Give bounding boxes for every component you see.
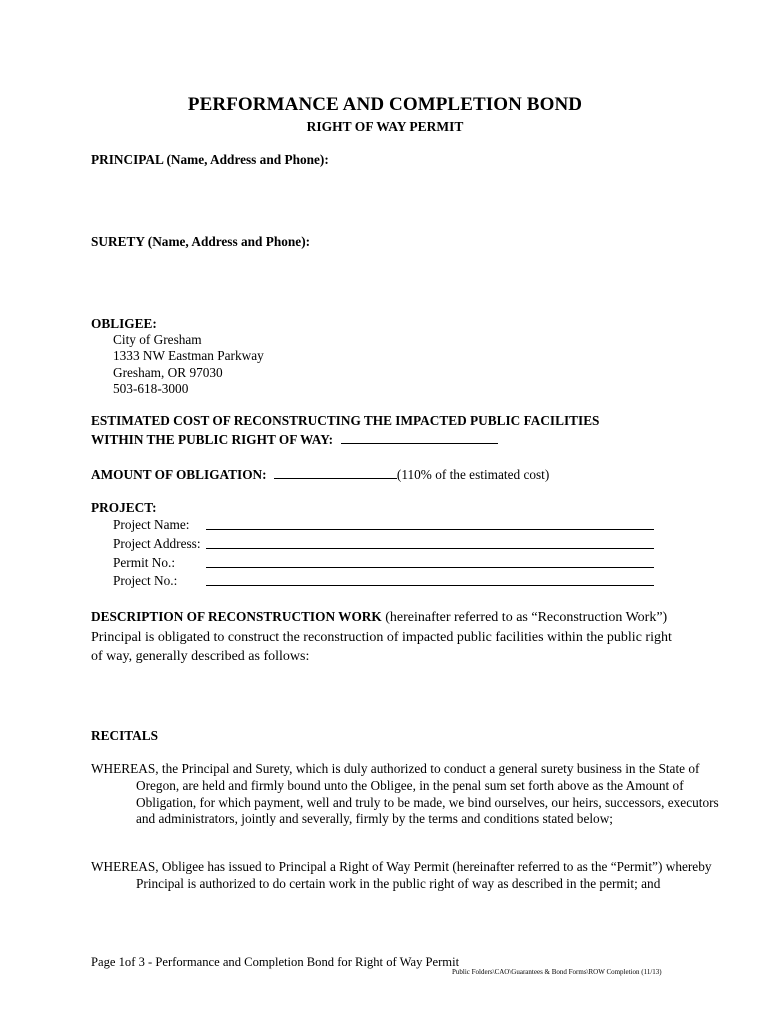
obligee-line: 503-618-3000 [113,381,189,396]
amount-label: AMOUNT OF OBLIGATION: [91,467,267,482]
permit-no-label: Permit No.: [113,555,176,570]
document-title: PERFORMANCE AND COMPLETION BOND [187,94,583,115]
recitals-heading: RECITALS [91,728,158,743]
footer-file-path: Public Folders\CAO\Guarantees & Bond Forms\ROW Completion (11/13) [452,968,662,976]
obligee-line: City of Gresham [113,332,202,347]
principal-label: PRINCIPAL (Name, Address and Phone): [91,152,329,167]
project-name-blank[interactable] [206,529,654,530]
footer-page-label: Page 1of 3 - Performance and Completion Bond for Right of Way Permit [91,955,460,969]
project-address-blank[interactable] [206,548,654,549]
description-text: (hereinafter referred to as “Reconstruction Work”) Principal is obligated to construct the reconstruction of impacted public facilities within the public right of way, generally described as follows: [91,610,672,664]
project-no-blank[interactable] [206,585,654,586]
description-label: DESCRIPTION OF RECONSTRUCTION WORK [91,609,382,624]
amount-blank[interactable] [274,467,397,479]
whereas-paragraph-1: WHEREAS, the Principal and Surety, which is duly authorized to conduct a general surety business in the State of Oregon, are held and firmly bound unto the Obligee, in the penal sum set forth above as the Amount of Obligation, for which payment, well and truly to be made, we bind ourselves, our heirs, successors, executors and administrators, jointly and severally, firmly by the terms and conditions stated below; [91,761,719,827]
description-paragraph [91,607,676,667]
estimated-cost-line2 [91,432,498,448]
whereas-paragraph-2: WHEREAS, Obligee has issued to Principal a Right of Way Permit (hereinafter referred to as the “Permit”) whereby Principal is authorized to do certain work in the public right of way as described in the permit; and [91,859,712,891]
project-label: PROJECT: [91,500,157,515]
estimated-cost-blank[interactable] [341,432,498,444]
obligee-label: OBLIGEE: [91,316,157,331]
project-no-label: Project No.: [113,573,178,588]
project-name-label: Project Name: [113,517,190,532]
estimated-cost-label: WITHIN THE PUBLIC RIGHT OF WAY: [91,432,333,447]
amount-suffix: (110% of the estimated cost) [396,467,550,482]
surety-label: SURETY (Name, Address and Phone): [91,234,311,249]
obligee-line: 1333 NW Eastman Parkway [113,348,264,363]
project-address-label: Project Address: [113,536,201,551]
permit-no-blank[interactable] [206,567,654,568]
amount-line [91,467,549,483]
document-subtitle: RIGHT OF WAY PERMIT [306,119,464,134]
estimated-cost-line1: ESTIMATED COST OF RECONSTRUCTING THE IMPACTED PUBLIC FACILITIES [91,413,600,428]
obligee-line: Gresham, OR 97030 [113,365,223,380]
